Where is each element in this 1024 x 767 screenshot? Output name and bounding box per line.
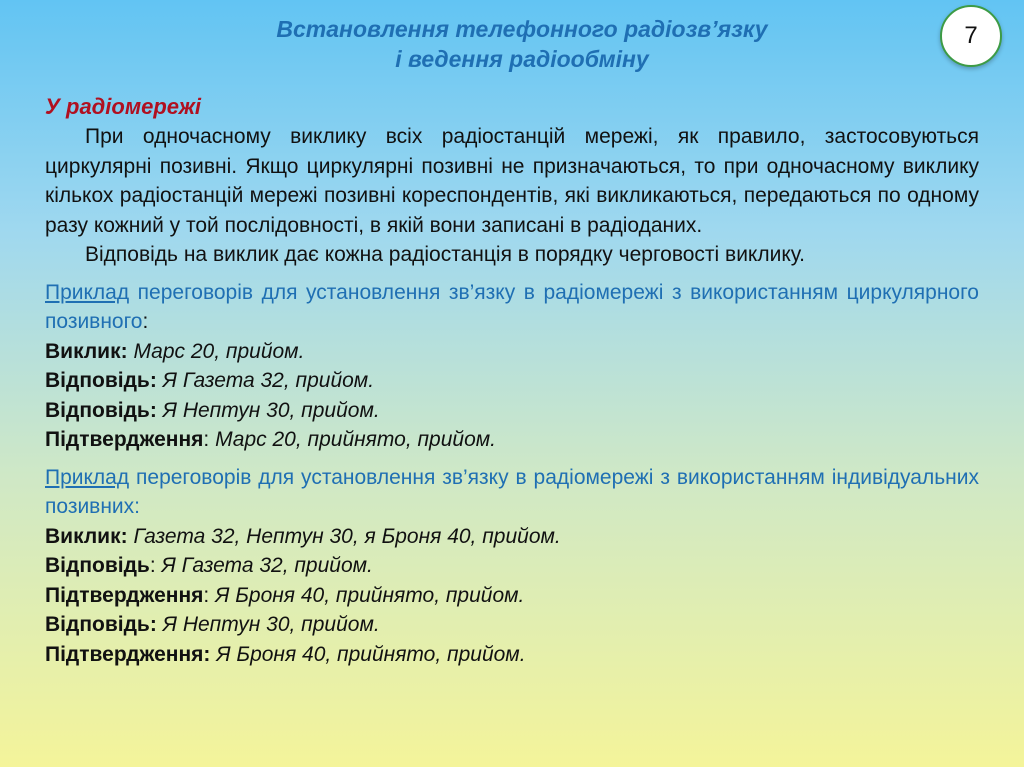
example-2-line	[45, 522, 979, 552]
line-text: Я Газета 32, прийом.	[161, 554, 373, 577]
example-2-line	[45, 610, 979, 640]
line-text: Я Броня 40, прийнято, прийом.	[215, 583, 525, 607]
paragraph-1: При одночасному виклику всіх радіостанцій мережі, як правило, застосовуються циркулярні позивні. Якщо циркулярні позивні не призначаються, то при одночасному виклику кількох радіостанцій мережі позивні кореспондентів, які викликаються, передаються по одному разу кожний у той послідовності, в якій вони записані в радіоданих.	[45, 125, 979, 237]
slide-title-line1: Встановлення телефонного радіозв’язку	[276, 16, 768, 42]
line-separator: :	[203, 428, 216, 451]
example-1-link[interactable]: Приклад	[45, 280, 130, 304]
line-label: Відповідь:	[45, 398, 157, 422]
line-text: Я Нептун 30, прийом.	[162, 613, 380, 636]
line-text: Газета 32, Нептун 30, я Броня 40, прийом.	[133, 524, 561, 548]
slide-title-line2: і ведення радіообміну	[395, 46, 649, 72]
line-text: Марс 20, прийом.	[133, 339, 305, 363]
spacer	[45, 270, 979, 278]
line-label: Підтвердження	[45, 428, 204, 451]
line-separator: :	[203, 583, 216, 607]
example-1-line	[45, 425, 979, 455]
example-1-line	[45, 396, 979, 426]
page-number: 7	[964, 22, 978, 49]
line-label: Відповідь:	[45, 369, 157, 392]
paragraph-2: Відповідь на виклик дає кожна радіостанція в порядку черговості виклику.	[85, 243, 805, 266]
slide-content	[45, 92, 979, 669]
example-2-intro	[45, 463, 979, 522]
example-1-line	[45, 366, 979, 396]
example-2-line	[45, 551, 979, 581]
line-label: Виклик:	[45, 524, 128, 548]
example-2-link[interactable]: Приклад	[45, 465, 130, 489]
example-1-intro-colon: :	[142, 310, 149, 333]
line-label: Виклик:	[45, 339, 128, 363]
line-label: Відповідь:	[45, 613, 157, 636]
example-1-intro	[45, 278, 979, 337]
line-text: Я Броня 40, прийнято, прийом.	[216, 642, 526, 666]
page-number-badge	[940, 5, 1002, 67]
line-text: Я Газета 32, прийом.	[162, 369, 375, 392]
line-separator: :	[149, 554, 162, 577]
line-label: Відповідь	[45, 554, 150, 577]
example-2-intro-text: переговорів для установлення зв’язку в радіомережі з використанням індивідуальних позивних:	[45, 465, 979, 518]
section-heading: У радіомережі	[45, 94, 202, 119]
example-2-line	[45, 581, 979, 611]
line-label: Підтвердження:	[45, 642, 211, 666]
slide-title	[60, 14, 984, 74]
line-text: Марс 20, прийнято, прийом.	[215, 428, 497, 451]
example-1-line	[45, 337, 979, 367]
line-text: Я Нептун 30, прийом.	[162, 398, 380, 422]
line-label: Підтвердження	[45, 583, 204, 607]
example-2-line	[45, 640, 979, 670]
spacer	[45, 455, 979, 463]
example-1-intro-text: переговорів для установлення зв’язку в радіомережі з використанням циркулярного позивного	[45, 280, 979, 333]
